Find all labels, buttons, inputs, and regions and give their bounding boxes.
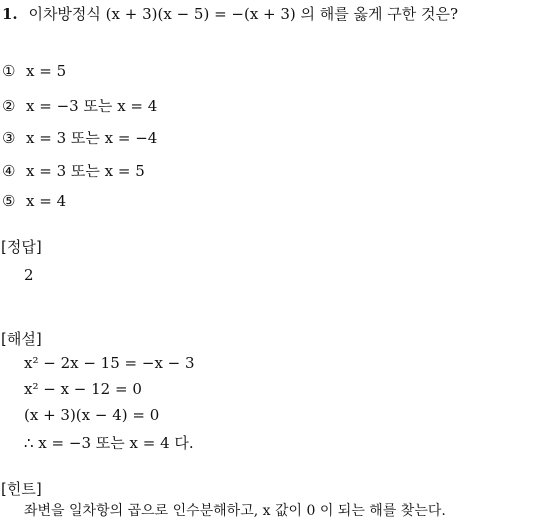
explanation-label: [해설] bbox=[1, 330, 42, 348]
choice-1-marker: ① bbox=[2, 62, 16, 80]
choice-4-text: x = 3 또는 x = 5 bbox=[26, 162, 145, 180]
explanation-line-1: x² − 2x − 15 = −x − 3 bbox=[24, 354, 195, 372]
choice-5[interactable] bbox=[2, 192, 66, 210]
explanation-line-4: ∴ x = −3 또는 x = 4 다. bbox=[24, 434, 194, 452]
choice-3-marker: ③ bbox=[2, 129, 16, 147]
question-number: 1. bbox=[2, 5, 18, 23]
choice-5-text: x = 4 bbox=[26, 192, 67, 210]
question-line bbox=[2, 3, 458, 24]
choice-2[interactable] bbox=[2, 95, 157, 116]
choice-4[interactable] bbox=[2, 160, 145, 181]
explanation-line-3: (x + 3)(x − 4) = 0 bbox=[24, 406, 160, 424]
choice-3-text: x = 3 또는 x = −4 bbox=[26, 129, 158, 147]
hint-text: 좌변을 일차항의 곱으로 인수분해하고, x 값이 0 이 되는 해를 찾는다. bbox=[24, 503, 446, 519]
choice-4-marker: ④ bbox=[2, 162, 16, 180]
choice-1-text: x = 5 bbox=[26, 62, 67, 80]
hint-label: [힌트] bbox=[1, 480, 42, 498]
explanation-line-2: x² − x − 12 = 0 bbox=[24, 380, 142, 398]
answer-label: [정답] bbox=[1, 238, 42, 256]
choice-1[interactable] bbox=[2, 62, 66, 80]
choice-2-marker: ② bbox=[2, 97, 16, 115]
question-text: 이차방정식 (x + 3)(x − 5) = −(x + 3) 의 해를 옳게 구한 것은? bbox=[28, 5, 459, 23]
choice-2-text: x = −3 또는 x = 4 bbox=[26, 97, 158, 115]
answer-value: 2 bbox=[24, 266, 34, 284]
choice-5-marker: ⑤ bbox=[2, 192, 16, 210]
choice-3[interactable] bbox=[2, 127, 157, 148]
